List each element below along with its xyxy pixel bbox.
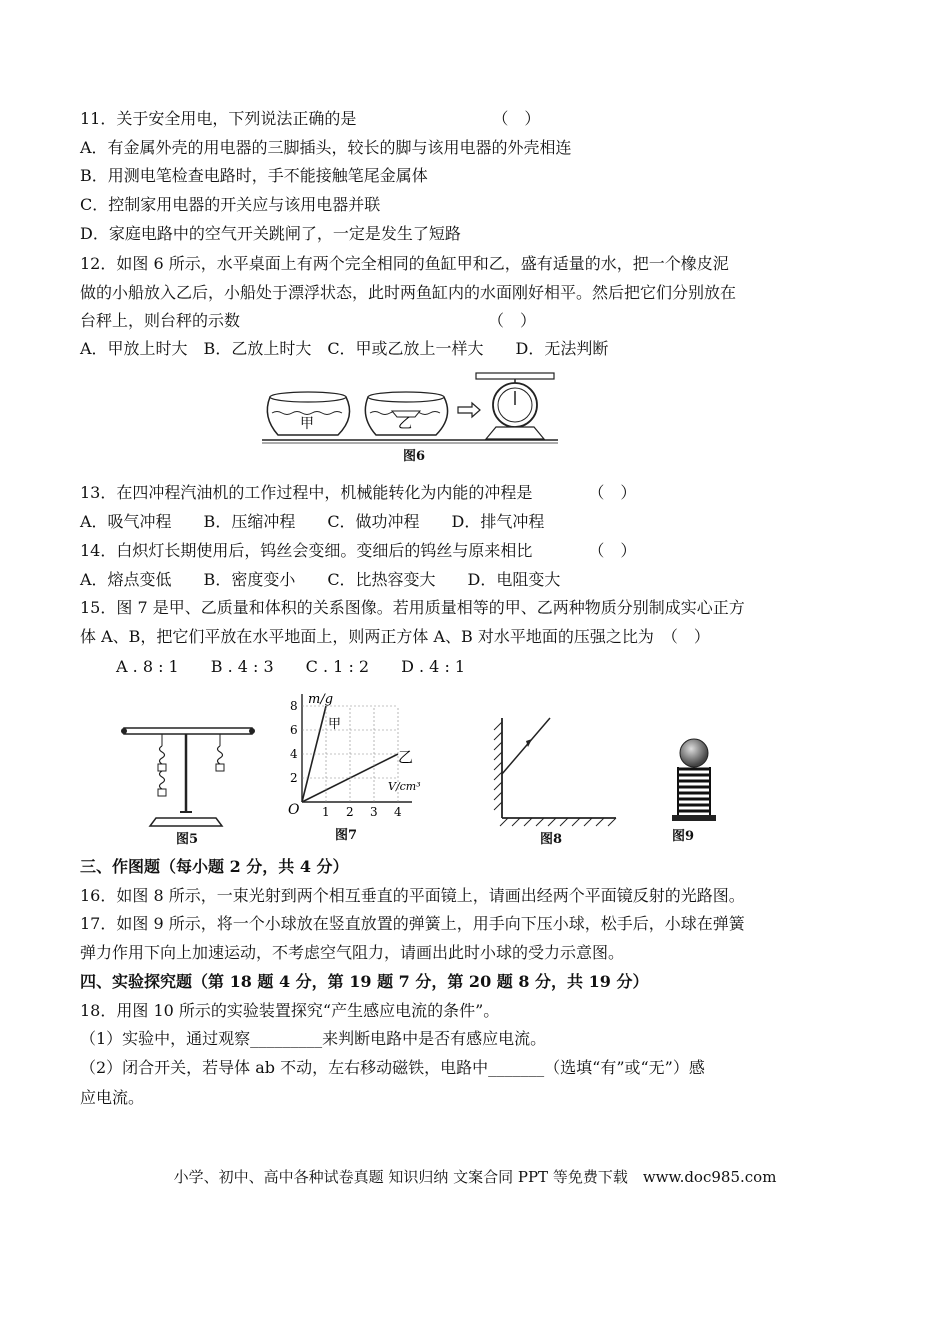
figure-7 — [280, 690, 440, 845]
tank-jia-label: 甲 — [300, 416, 314, 432]
figure-5-caption: 图5 — [176, 832, 199, 847]
y-axis-label: m/g — [308, 692, 334, 707]
tank-yi-label: 乙 — [398, 416, 412, 432]
q12-stem-line3: 台秤上，则台秤的示数 （ ） — [80, 311, 537, 330]
q12-stem-line1: 12．如图 6 所示，水平桌面上有两个完全相同的鱼缸甲和乙，盛有适量的水，把一个橡皮泥 — [80, 254, 729, 273]
figure-6 — [258, 365, 558, 465]
q12-stem-line2: 做的小船放入乙后，小船处于漂浮状态，此时两鱼缸内的水面刚好相平。然后把它们分别放在 — [80, 283, 737, 302]
y-tick-label: 8 — [290, 699, 298, 713]
q17-stem-line2: 弹力作用下向上加速运动，不考虑空气阻力，请画出此时小球的受力示意图。 — [80, 943, 625, 962]
q16-stem: 16．如图 8 所示，一束光射到两个相互垂直的平面镜上，请画出经两个平面镜反射的光路图。 — [80, 886, 745, 905]
figure-9 — [660, 735, 730, 847]
q11-stem: 11．关于安全用电，下列说法正确的是 （ ） — [80, 109, 541, 128]
series-yi-label: 乙 — [398, 748, 414, 766]
figure-7-caption: 图7 — [335, 828, 358, 843]
figure-8-caption: 图8 — [540, 832, 563, 847]
x-tick-label: 1 — [322, 805, 330, 819]
section-3-heading: 三、作图题（每小题 2 分，共 4 分） — [80, 857, 349, 876]
q11-option-d: D．家庭电路中的空气开关跳闸了，一定是发生了短路 — [80, 224, 461, 243]
q11-option-b: B．用测电笔检查电路时，手不能接触笔尾金属体 — [80, 166, 428, 185]
q18-stem: 18．用图 10 所示的实验装置探究“产生感应电流的条件”。 — [80, 1001, 500, 1020]
origin-label: O — [288, 802, 300, 818]
series-jia-label: 甲 — [328, 717, 342, 732]
x-axis-label: V/cm³ — [388, 780, 421, 793]
q12-options: A．甲放上时大 B．乙放上时大 C．甲或乙放上一样大 D．无法判断 — [80, 339, 609, 358]
x-tick-label: 2 — [346, 805, 354, 819]
q18-part2-line1: （2）闭合开关，若导体 ab 不动，左右移动磁铁，电路中_______（选填“有”或“无”）感 — [80, 1058, 705, 1077]
y-tick-label: 2 — [290, 771, 298, 785]
figure-7-chart — [280, 690, 440, 845]
page-footer: 小学、初中、高中各种试卷真题 知识归纳 文案合同 PPT 等免费下载 www.doc985.com — [173, 1168, 777, 1186]
figure-8 — [488, 712, 623, 847]
q11-option-a: A．有金属外壳的用电器的三脚插头，较长的脚与该用电器的外壳相连 — [80, 138, 572, 157]
x-tick-label: 4 — [394, 805, 402, 819]
figure-5 — [118, 712, 258, 847]
figure-9-caption: 图9 — [672, 829, 695, 844]
q18-part1: （1）实验中，通过观察_________来判断电路中是否有感应电流。 — [80, 1029, 547, 1048]
q15-options: A . 8 : 1 B . 4 : 3 C . 1 : 2 D . 4 : 1 — [116, 657, 466, 676]
y-tick-label: 6 — [290, 723, 298, 737]
q11-option-c: C．控制家用电器的开关应与该用电器并联 — [80, 195, 381, 214]
y-tick-label: 4 — [290, 747, 298, 761]
q15-stem-line2: 体 A、B，把它们平放在水平地面上，则两正方体 A、B 对水平地面的压强之比为 （ ） — [80, 627, 710, 646]
q13-options: A．吸气冲程 B．压缩冲程 C．做功冲程 D．排气冲程 — [80, 512, 545, 531]
q14-stem: 14．白炽灯长期使用后，钨丝会变细。变细后的钨丝与原来相比 （ ） — [80, 541, 637, 560]
q17-stem-line1: 17．如图 9 所示，将一个小球放在竖直放置的弹簧上，用手向下压小球，松手后，小球在弹簧 — [80, 914, 745, 933]
section-4-heading: 四、实验探究题（第 18 题 4 分，第 19 题 7 分，第 20 题 8 分，共 19 分） — [80, 972, 649, 991]
q14-options: A．熔点变低 B．密度变小 C．比热容变大 D．电阻变大 — [80, 570, 561, 589]
x-tick-label: 3 — [370, 805, 378, 819]
q18-part2-line2: 应电流。 — [80, 1088, 145, 1107]
figure-6-caption: 图6 — [403, 449, 426, 464]
q13-stem: 13．在四冲程汽油机的工作过程中，机械能转化为内能的冲程是 （ ） — [80, 483, 637, 502]
q15-stem-line1: 15．图 7 是甲、乙质量和体积的关系图像。若用质量相等的甲、乙两种物质分别制成实心正方 — [80, 598, 745, 617]
